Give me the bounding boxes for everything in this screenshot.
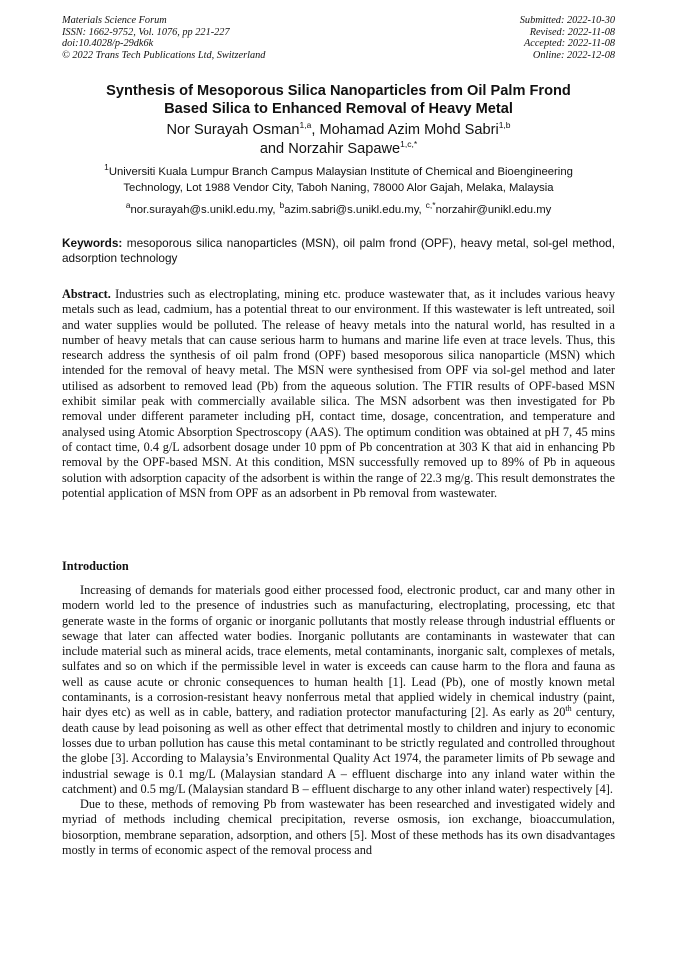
intro-paragraph-2: Due to these, methods of removing Pb from wastewater has been researched and investigated widely and myriad of methods including chemical precipitation, reverse osmosis, ion exchange, bioaccumulation, biosorption, membrane separation, adsorption, and others [5]. Most of these methods has its own disadvantages mostly in terms of economic aspect of the removal process and (62, 797, 615, 858)
online-date: Online: 2022-12-08 (532, 49, 615, 61)
submission-dates (520, 15, 615, 61)
author-emails (62, 200, 615, 218)
doi-line: doi:10.4028/p-29dk6k (62, 38, 154, 50)
email-b[interactable]: azim.sabri@s.unikl.edu.my, (284, 204, 422, 216)
title-line-1: Synthesis of Mesoporous Silica Nanoparticles from Oil Palm Frond (106, 83, 571, 99)
revised-date: Revised: 2022-11-08 (529, 26, 615, 38)
journal-info (62, 15, 265, 61)
author-1: Nor Surayah Osman (166, 122, 300, 138)
author-3-affil: 1,c,* (400, 139, 418, 150)
journal-name: Materials Science Forum (62, 15, 167, 26)
author-1-affil: 1,a (299, 120, 312, 131)
author-2: Mohamad Azim Mohd Sabri (319, 122, 499, 138)
keywords (62, 236, 615, 266)
affiliation-marker: 1 (104, 162, 109, 173)
century-superscript: th (565, 704, 572, 714)
introduction-body (62, 583, 615, 858)
affiliation (62, 162, 615, 196)
email-a-marker: a (125, 200, 131, 211)
copyright-line: © 2022 Trans Tech Publications Ltd, Switzerland (62, 49, 266, 61)
paper-title (62, 82, 615, 118)
issn-line: ISSN: 1662-9752, Vol. 1076, pp 221-227 (62, 26, 230, 38)
email-b-marker: b (279, 200, 285, 211)
abstract (62, 287, 615, 501)
email-a[interactable]: nor.surayah@s.unikl.edu.my, (130, 204, 276, 216)
author-2-affil: 1,b (498, 120, 511, 131)
submitted-date: Submitted: 2022-10-30 (519, 15, 615, 26)
email-c-marker: c,* (425, 200, 436, 211)
intro-paragraph-1: Increasing of demands for materials good either processed food, electronic product, car and many other in modern world led to the presence of industries such as manufacturing, electroplating, processing, etc that generate waste in the forms of organic or inorganic pollutants that mostly release through industrial effluents or sewage that later can affected water bodies. Inorganic pollutants are contaminants in wastewater that can include material such as mineral acids, trace elements, metal contaminants, inorganic salt, complexes of metals, sulfates and so on which if the permissible level in water is exceeds can cause harm to the flora and fauna as well as cause acute or chronic consequences to human health [1]. Lead (Pb), one of mostly known metal contaminants, is a corrosion-resistant heavy nonferrous metal that applied widely in chemical industry (paint, hair dyes etc) as well as in cable, battery, and radiation protector manufacturing [2]. As early as 20th century, death cause by lead poisoning as well as other effect that detrimental mostly to children and injury to economic losses due to urban pollution has cause this metal contaminant to be strictly regulated and controlled throughout the globe [3]. According to Malaysia’s Environmental Quality Act 1974, the parameter limits of Pb sewage and industrial sewage is 0.1 mg/L (Malaysian standard A – effluent discharge into any inland water within the catchment) and 0.5 mg/L (Malaysian standard B – effluent discharge to any other inland water) respectively [4]. (62, 583, 615, 796)
affiliation-line-2: Technology, Lot 1988 Vendor City, Taboh Naning, 78000 Alor Gajah, Melaka, Malaysia (123, 181, 554, 194)
author-list: Nor Surayah Osman$^{1,a}$, Mohamad Azim Mohd Sabri$^{1,b}$ and Norzahir Sapawe$^{1,c,*}$ (166, 120, 511, 157)
introduction-heading: Introduction (62, 559, 129, 573)
keywords-label: Keywords: (62, 236, 123, 250)
author-3: and Norzahir Sapawe (259, 141, 401, 157)
abstract-label: Abstract. (62, 287, 111, 301)
abstract-text: Industries such as electroplating, mining etc. produce wastewater that, as it includes various heavy metals such as lead, cadmium, has a potential threat to our environment. If this wastewater is left untreated, soil and water supplies would be polluted. The release of heavy metals into the natural world, has resulted in a number of heavy metals that can cause serious harm to humans and marine life even at trace levels. Thus, this research address the synthesis of oil palm frond (OPF) based mesoporous silica nanoparticle (MSN) which intended for the removal of heavy metal. The MSN were synthesised from OPF via sol-gel method and later utilised as adsorbent to removed lead (Pb) from the aqueous solution. The FTIR results of OPF-based MSN exhibit similar peak with commercially available silica. The MSN adsorbent was then investigated for Pb removal under different parameter including pH, contact time, dosage, concentration, and temperature and analysed using Atomic Absorption Spectroscopy (AAS). The optimum condition was obtained at pH 7, 45 mins of contact time, 0.4 g/L adsorbent dosage under 10 ppm of Pb concentration at 303 K that aid in enhancing Pb removal by the OPF-based MSN. At this condition, MSN successfully removed up to 89% of Pb in aqueous solution with adsorption capacity of the adsorbent is within the range of 22.3 mg/g. This result demonstrates the potential application of MSN from OPF as an adsorbent in Pb removal from wastewater. (62, 287, 615, 500)
keywords-text: mesoporous silica nanoparticles (MSN), oil palm frond (OPF), heavy metal, sol-gel method, adsorption technology (62, 236, 615, 266)
email-c[interactable]: norzahir@unikl.edu.my (435, 204, 552, 216)
affiliation-line-1: Universiti Kuala Lumpur Branch Campus Malaysian Institute of Chemical and Bioengineering (108, 166, 573, 178)
accepted-date: Accepted: 2022-11-08 (523, 38, 615, 50)
title-line-2: Based Silica to Enhanced Removal of Heavy Metal (164, 101, 513, 117)
